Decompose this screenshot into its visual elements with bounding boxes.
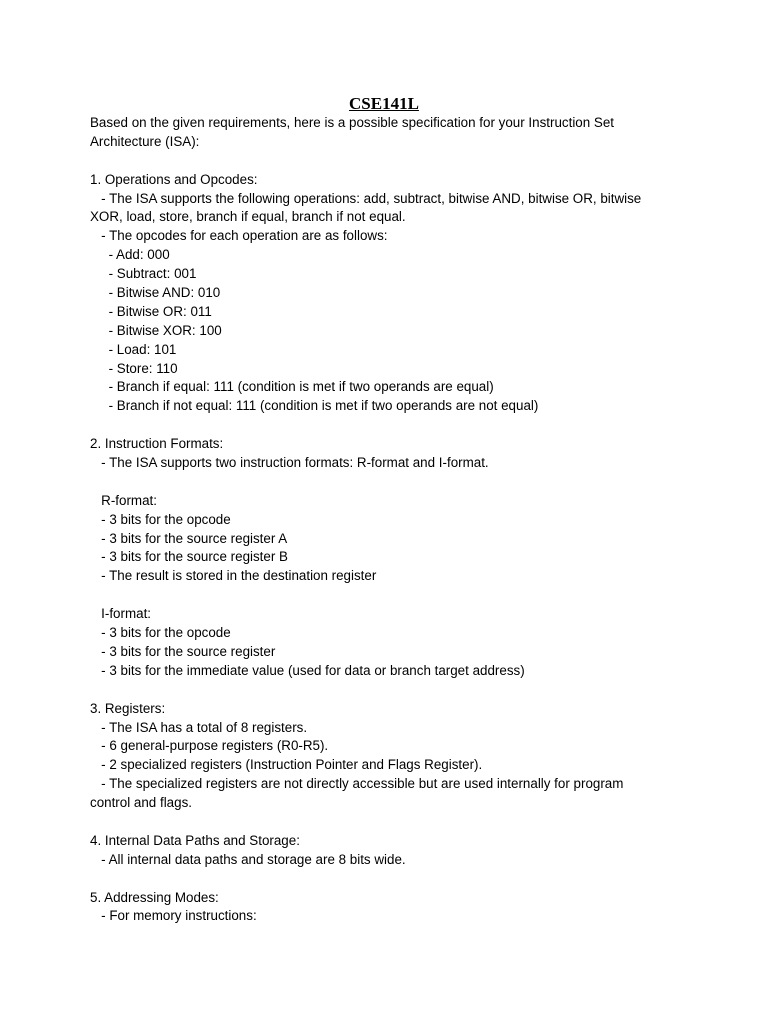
text-line: - 3 bits for the opcode [90,625,231,641]
text-line: - For memory instructions: [90,908,257,924]
text-line: - The specialized registers are not directly accessible but are used internally for program [90,776,624,792]
text-line: - Bitwise AND: 010 [90,285,221,301]
blank-line [90,152,680,171]
blank-line [90,681,680,700]
text-line: - Add: 000 [90,247,170,263]
text-line: control and flags. [90,795,192,811]
text-line: XOR, load, store, branch if equal, branch if not equal. [90,209,406,225]
text-line: - 3 bits for the source register [90,643,276,659]
blank-line [90,416,680,435]
text-line: - The ISA supports the following operations: add, subtract, bitwise AND, bitwise OR, bitwise [90,190,642,206]
text-line: 5. Addressing Modes: [90,889,219,905]
text-line: - The result is stored in the destination register [90,568,377,584]
text-line: 3. Registers: [90,700,166,716]
blank-line [90,473,680,492]
text-line: - Load: 101 [90,341,177,357]
blank-line [90,586,680,605]
text-line: Based on the given requirements, here is a possible specification for your Instruction Set [90,115,615,130]
text-line: - 3 bits for the source register B [90,549,288,565]
blank-line [90,870,680,889]
text-line: - Bitwise OR: 011 [90,303,212,319]
document-title: CSE141L [349,94,419,113]
text-line: - Subtract: 001 [90,266,197,282]
text-line: - Bitwise XOR: 100 [90,322,222,338]
text-line: - The ISA supports two instruction formats: R-format and I-format. [90,455,489,471]
text-line: - The ISA has a total of 8 registers. [90,719,308,735]
text-line: I-format: [90,606,152,622]
text-line: - All internal data paths and storage are 8 bits wide. [90,851,406,867]
text-line: R-format: [90,492,157,508]
text-line: - 6 general-purpose registers (R0-R5). [90,738,329,754]
text-line: 4. Internal Data Paths and Storage: [90,832,300,848]
text-line: - 3 bits for the source register A [90,530,288,546]
blank-line [90,813,680,832]
document-body [90,114,680,926]
text-line: 1. Operations and Opcodes: [90,171,258,187]
text-line: 2. Instruction Formats: [90,436,224,452]
text-line: - 3 bits for the opcode [90,511,231,527]
text-line: - 3 bits for the immediate value (used for data or branch target address) [90,662,525,678]
text-line: - Store: 110 [90,360,178,376]
text-line: - 2 specialized registers (Instruction Pointer and Flags Register). [90,757,483,773]
text-line: - Branch if not equal: 111 (condition is met if two operands are not equal) [90,398,539,414]
text-line: Architecture (ISA): [90,133,200,149]
text-line: - Branch if equal: 111 (condition is met if two operands are equal) [90,379,494,395]
text-line: - The opcodes for each operation are as follows: [90,228,388,244]
